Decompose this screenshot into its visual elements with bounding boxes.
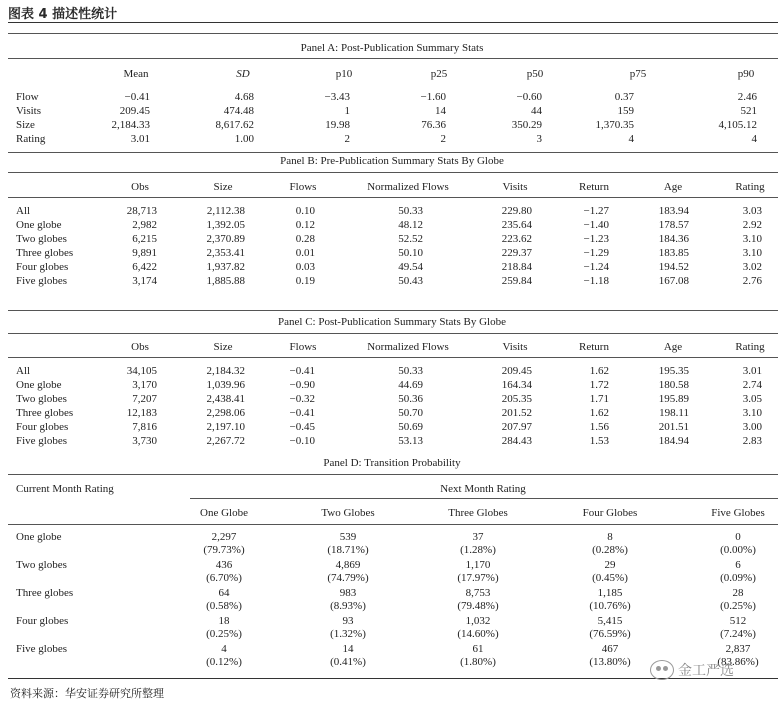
panel-d-count: 5,415 [597,615,623,627]
panel-d-count: 29 [604,559,616,571]
panel-a-cell: 3.01 [130,133,150,145]
panel-a-cell: 209.45 [119,105,150,117]
panel-d-pct: (13.80%) [589,656,631,668]
panel-d-pct: (1.28%) [460,544,496,556]
panelb-cell: 2,112.38 [206,205,245,217]
panel-a-cell: −1.60 [420,91,446,103]
panelb-cell: 9,891 [132,247,157,259]
panel-c-title-rule [8,333,778,334]
panelb-cell: 2,370.89 [206,233,245,245]
panelb-cell: −1.23 [583,233,609,245]
wechat-icon [650,660,674,680]
panel-a-row-label: Rating [16,133,46,145]
current-month-rating-label: Current Month Rating [16,483,114,495]
panel-d-header: Four Globes [582,507,638,519]
panel-a-cell: 521 [740,105,757,117]
panelc-cell: 1.62 [589,365,609,377]
panelc-header: Rating [735,341,765,353]
panel-d-pct: (0.25%) [206,628,242,640]
panel-a-header: p25 [430,68,448,80]
panelb-cell: 0.10 [295,205,315,217]
panelc-cell: 53.13 [398,435,423,447]
panelc-cell: 2.83 [742,435,762,447]
panel-d-count: 4 [221,643,227,655]
panelb-row-label: Five globes [16,275,68,287]
panelb-cell: −1.29 [583,247,609,259]
panelb-cell: 229.37 [501,247,532,259]
panel-d-count: 0 [735,531,741,543]
panelc-cell: 2,197.10 [206,421,245,433]
panelc-cell: 3.05 [742,393,762,405]
panelc-cell: 50.36 [398,393,423,405]
panel-d-pct: (79.73%) [203,544,245,556]
panelb-cell: 1,937.82 [206,261,245,273]
panel-d-count: 64 [218,587,230,599]
panelb-cell: 2,353.41 [206,247,245,259]
panelc-cell: 3.01 [742,365,762,377]
panel-d-count: 1,032 [465,615,491,627]
panel-d-count: 93 [342,615,354,627]
panel-d-count: 1,185 [597,587,623,599]
panelc-cell: 195.35 [658,365,689,377]
panel-a-cell: 1.00 [234,133,254,145]
panelc-cell: 1.62 [589,407,609,419]
panel-d-count: 983 [339,587,357,599]
panel-a-header: p90 [737,68,755,80]
panelb-header: Age [663,181,683,193]
panelc-cell: 3.00 [742,421,762,433]
panel-d-row-label: One globe [16,531,62,543]
panelc-cell: 195.89 [658,393,689,405]
panel-a-cell: 2.46 [737,91,757,103]
panelc-cell: −0.32 [289,393,315,405]
panelb-header: Normalized Flows [367,181,449,193]
panel-d-header: Three Globes [448,507,508,519]
panelc-cell: −0.45 [289,421,315,433]
panelb-cell: 184.36 [658,233,689,245]
panel-d-count: 436 [215,559,233,571]
panel-a-cell: 1 [344,105,350,117]
watermark-text: 金工严选 [678,663,734,679]
panel-a-header: p50 [526,68,544,80]
panel-a-cell: 4 [751,133,757,145]
panelc-cell: 1.56 [589,421,609,433]
panelc-cell: −0.41 [289,365,315,377]
panelb-cell: 1,885.88 [206,275,245,287]
panelc-cell: −0.90 [289,379,315,391]
source-note: 资料来源：华安证券研究所整理 [10,687,164,700]
panel-d-count: 1,170 [465,559,491,571]
panelc-cell: 1.53 [589,435,609,447]
panel-d-count: 8,753 [465,587,491,599]
panel-d-pct: (6.70%) [206,572,242,584]
panelc-header: Age [663,341,683,353]
panelc-cell: 1.72 [589,379,609,391]
panel-d-header: Five Globes [711,507,765,519]
panelc-cell: −0.41 [289,407,315,419]
panelb-cell: 259.84 [501,275,532,287]
panel-d-pct: (0.09%) [720,572,756,584]
panel-a-cell: 474.48 [223,105,254,117]
panelb-cell: 178.57 [658,219,689,231]
panelb-cell: −1.18 [583,275,609,287]
panel-d-pct: (7.24%) [720,628,756,640]
panelc-cell: 12,183 [126,407,157,419]
panelb-cell: 235.64 [501,219,532,231]
panel-d-count: 467 [601,643,619,655]
panelc-cell: 198.11 [659,407,689,419]
panelb-cell: −1.40 [583,219,609,231]
panel-d-count: 2,297 [211,531,237,543]
panelb-cell: 3.10 [742,247,762,259]
panelb-cell: 3.10 [742,233,762,245]
panelb-cell: 194.52 [658,261,689,273]
panelc-cell: 205.35 [501,393,532,405]
panelb-cell: −1.24 [583,261,609,273]
panel-d-title: Panel D: Transition Probability [323,457,461,469]
panel-a-cell: −0.41 [124,91,150,103]
panel-a-row-label: Size [16,119,35,131]
panel-a-header: SD [236,68,250,80]
panel-a-title: Panel A: Post-Publication Summary Stats [300,42,484,54]
panel-d-pct: (8.93%) [330,600,366,612]
panelc-cell: 164.34 [501,379,532,391]
panelb-cell: 3.03 [742,205,762,217]
panelb-row-label: Four globes [16,261,69,273]
panelc-header: Visits [502,341,528,353]
panel-a-header: p10 [335,68,353,80]
panelc-cell: 201.52 [501,407,532,419]
panelc-cell: 207.97 [501,421,532,433]
panelb-cell: 183.94 [658,205,689,217]
panel-d-pct: (14.60%) [457,628,499,640]
panel-d-pct: (1.32%) [330,628,366,640]
panelc-cell: 3.10 [742,407,762,419]
panel-d-top-rule [8,474,778,475]
panel-d-count: 539 [339,531,357,543]
panel-d-count: 18 [218,615,230,627]
panel-a-cell: 44 [531,105,542,117]
panelc-cell: 2.74 [742,379,762,391]
panelc-cell: 7,207 [132,393,157,405]
panelc-cell: 50.69 [398,421,423,433]
panel-d-count: 2,837 [725,643,751,655]
panel-d-pct: (0.28%) [592,544,628,556]
panel-a-cell: 350.29 [511,119,542,131]
panel-d-count: 6 [735,559,741,571]
panel-d-pct: (0.00%) [720,544,756,556]
panel-a-cell: 2 [344,133,350,145]
panelb-cell: 50.33 [398,205,423,217]
panelb-cell: −1.27 [583,205,609,217]
panelb-cell: 223.62 [501,233,532,245]
panel-d-count: 4,869 [335,559,361,571]
panel-d-header-rule [8,524,778,525]
panel-d-pct: (0.58%) [206,600,242,612]
panel-d-pct: (18.71%) [327,544,369,556]
panel-d-pct: (0.45%) [592,572,628,584]
panel-d-count: 8 [607,531,613,543]
panel-d-pct: (79.48%) [457,600,499,612]
panel-b-title: Panel B: Pre-Publication Summary Stats By Globe [280,155,504,167]
panelb-cell: 183.85 [658,247,689,259]
panelc-header: Size [213,341,233,353]
panelc-row-label: Four globes [16,421,69,433]
panelb-cell: 49.54 [398,261,423,273]
panel-a-cell: 8,617.62 [215,119,254,131]
panelb-header: Size [213,181,233,193]
panelc-row-label: All [16,365,31,377]
panelb-cell: 0.28 [295,233,315,245]
panel-a-cell: 3 [536,133,542,145]
panelb-cell: 0.01 [295,247,315,259]
panel-a-cell: 14 [435,105,446,117]
panelb-cell: 0.19 [295,275,315,287]
panelb-cell: 28,713 [126,205,157,217]
panel-b-top-rule [8,152,778,153]
panel-a-cell: 19.98 [325,119,350,131]
panelb-cell: 2.76 [742,275,762,287]
panel-d-group-rule [190,498,778,499]
panelc-cell: 2,298.06 [206,407,245,419]
panel-a-title-rule [8,58,778,59]
panelc-cell: 3,730 [132,435,157,447]
panel-d-count: 61 [472,643,484,655]
panel-d-pct: (17.97%) [457,572,499,584]
panelc-cell: 284.43 [501,435,532,447]
panel-a-cell: 76.36 [421,119,446,131]
panel-d-row-label: Two globes [16,559,67,571]
panelc-cell: 50.70 [398,407,423,419]
panel-c-header-rule [8,357,778,358]
panel-b-header-rule [8,197,778,198]
panelc-cell: −0.10 [289,435,315,447]
panel-d-pct: (0.25%) [720,600,756,612]
panel-d-count: 14 [342,643,354,655]
panel-a-cell: 1,370.35 [595,119,634,131]
panelc-cell: 1,039.96 [206,379,245,391]
watermark [650,660,734,680]
panelb-cell: 1,392.05 [206,219,245,231]
panel-d-pct: (83.86%) [717,656,759,668]
panel-a-cell: 159 [617,105,634,117]
panel-a-header: Mean [123,68,149,80]
panel-d-count: 512 [729,615,747,627]
panelc-cell: 44.69 [398,379,423,391]
panel-d-count: 37 [472,531,484,543]
panelb-header: Rating [735,181,765,193]
panel-d-row-label: Five globes [16,643,68,655]
panelc-cell: 2,267.72 [206,435,245,447]
panelc-cell: 3,170 [132,379,157,391]
panelb-row-label: Three globes [16,247,74,259]
next-month-rating-label: Next Month Rating [440,483,526,495]
panel-a-cell: 0.37 [614,91,634,103]
panelb-row-label: All [16,205,31,217]
panelb-cell: 2.92 [742,219,762,231]
panel-a-cell: 4,105.12 [718,119,757,131]
panel-a-row-label: Flow [16,91,39,103]
panelb-header: Flows [289,181,317,193]
panel-d-header: One Globe [200,507,248,519]
panelc-cell: 184.94 [658,435,689,447]
panelc-cell: 201.51 [658,421,689,433]
panelb-cell: 6,215 [132,233,157,245]
panelb-header: Visits [502,181,528,193]
panelb-cell: 2,982 [132,219,157,231]
panelb-cell: 0.12 [295,219,315,231]
panelb-header: Obs [131,181,149,193]
title-rule [8,22,778,23]
panelc-row-label: Three globes [16,407,74,419]
panelc-cell: 180.58 [658,379,689,391]
panelb-cell: 0.03 [295,261,315,273]
panel-c-top-rule [8,310,778,311]
panelb-header: Return [579,181,609,193]
panel-d-pct: (1.80%) [460,656,496,668]
panelc-header: Return [579,341,609,353]
panelc-header: Flows [289,341,317,353]
panel-a-header: p75 [629,68,647,80]
panelc-cell: 2,438.41 [206,393,245,405]
panel-b-title-rule [8,172,778,173]
panelc-cell: 209.45 [501,365,532,377]
panel-a-top-rule [8,33,778,34]
panelb-cell: 50.43 [398,275,423,287]
panelc-row-label: Two globes [16,393,67,405]
panelb-row-label: Two globes [16,233,67,245]
panel-d-row-label: Four globes [16,615,69,627]
panel-a-cell: 4 [628,133,634,145]
panelb-row-label: One globe [16,219,62,231]
panel-d-row-label: Three globes [16,587,74,599]
panel-d-pct: (0.41%) [330,656,366,668]
panel-d-pct: (74.79%) [327,572,369,584]
panelc-cell: 50.33 [398,365,423,377]
panelc-header: Normalized Flows [367,341,449,353]
panelb-cell: 167.08 [658,275,689,287]
panelc-header: Obs [131,341,149,353]
panel-a-cell: −3.43 [324,91,350,103]
panelb-cell: 50.10 [398,247,423,259]
panelb-cell: 229.80 [501,205,532,217]
panel-d-pct: (0.12%) [206,656,242,668]
panelc-cell: 7,816 [132,421,157,433]
panelc-cell: 1.71 [589,393,609,405]
figure-title: 图表 4 描述性统计 [8,7,118,22]
panel-a-cell: 4.68 [234,91,254,103]
panel-a-cell: 2 [440,133,446,145]
panel-a-cell: 2,184.33 [111,119,150,131]
panelc-row-label: One globe [16,379,62,391]
panel-d-count: 28 [732,587,744,599]
panelb-cell: 218.84 [501,261,532,273]
panel-d-header: Two Globes [321,507,375,519]
panel-c-title: Panel C: Post-Publication Summary Stats By Globe [278,316,506,328]
panelc-cell: 2,184.32 [206,365,245,377]
panelc-cell: 34,105 [126,365,157,377]
panel-a-cell: −0.60 [516,91,542,103]
panel-d-pct: (76.59%) [589,628,631,640]
panel-a-row-label: Visits [16,105,42,117]
panelb-cell: 52.52 [398,233,423,245]
panelb-cell: 3,174 [132,275,157,287]
panelb-cell: 48.12 [398,219,423,231]
panelb-cell: 3.02 [742,261,762,273]
panelb-cell: 6,422 [132,261,157,273]
panel-d-pct: (10.76%) [589,600,631,612]
panelc-row-label: Five globes [16,435,68,447]
